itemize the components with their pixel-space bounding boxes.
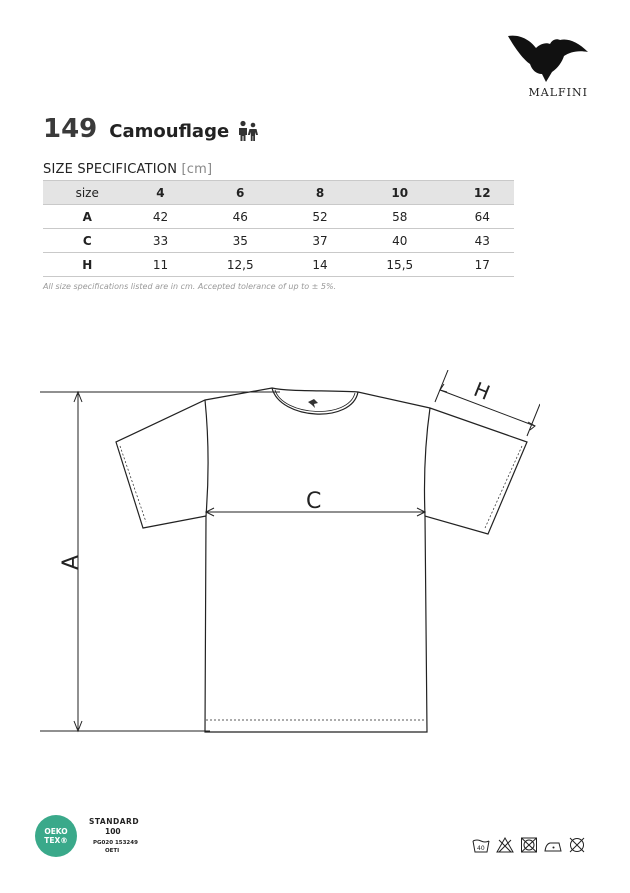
table-header-cell: 6 [189,181,291,205]
kids-icon [237,120,259,142]
dimension-label-c: C [306,489,322,514]
chest-logo-icon [308,399,318,408]
table-header-cell: 10 [349,181,451,205]
standard-number: 100 [105,827,121,836]
product-title [43,114,259,148]
no-dry-clean-icon [568,836,586,854]
table-header-cell: 12 [451,181,514,205]
table-row [43,229,514,253]
table-cell: 46 [189,205,291,229]
tolerance-note: All size specifications listed are in cm. Accepted tolerance of up to ± 5%. [43,282,337,291]
certificate-code: PG020 153249 [93,840,138,846]
table-cell: 40 [349,229,451,253]
iron-low-icon [544,836,562,854]
tshirt-diagram [40,370,540,740]
table-cell: 37 [291,229,349,253]
table-row [43,205,514,229]
care-symbols [472,836,586,854]
table-cell: 14 [291,253,349,277]
brand-logo [500,30,592,100]
table-cell: 12,5 [189,253,291,277]
size-table [43,180,514,277]
size-spec-title: SIZE SPECIFICATION [43,162,178,177]
wash-40-icon [472,836,490,854]
table-cell: 11 [131,253,189,277]
table-header-cell: 8 [291,181,349,205]
table-cell: 64 [451,205,514,229]
table-row [43,253,514,277]
dimension-label-a: A [59,554,84,570]
table-cell: A [43,205,131,229]
size-spec-unit: [cm] [181,162,213,177]
eagle-icon [506,30,590,86]
product-code: 149 [43,114,98,144]
table-header-cell: 4 [131,181,189,205]
table-cell: 17 [451,253,514,277]
dimension-label-h: H [470,376,494,405]
tex-text: TEX® [44,836,68,845]
no-tumble-dry-icon [520,836,538,854]
table-header-cell: size [43,181,131,205]
table-cell: H [43,253,131,277]
oeko-tex-certification [35,815,185,865]
table-cell: 43 [451,229,514,253]
certificate-institute: OETI [105,848,120,854]
wash-temperature: 40 [477,845,485,852]
no-bleach-icon [496,836,514,854]
table-cell: C [43,229,131,253]
table-header-row [43,181,514,205]
table-cell: 52 [291,205,349,229]
table-cell: 58 [349,205,451,229]
product-name: Camouflage [109,121,230,142]
table-cell: 15,5 [349,253,451,277]
oeko-text: OEKO [44,827,68,836]
standard-label: STANDARD [89,817,140,826]
brand-name: MALFINI [528,86,588,99]
oeko-tex-logo [35,815,77,857]
table-cell: 33 [131,229,189,253]
table-cell: 35 [189,229,291,253]
size-spec-heading [43,162,212,177]
table-cell: 42 [131,205,189,229]
tshirt-outline [116,388,527,732]
